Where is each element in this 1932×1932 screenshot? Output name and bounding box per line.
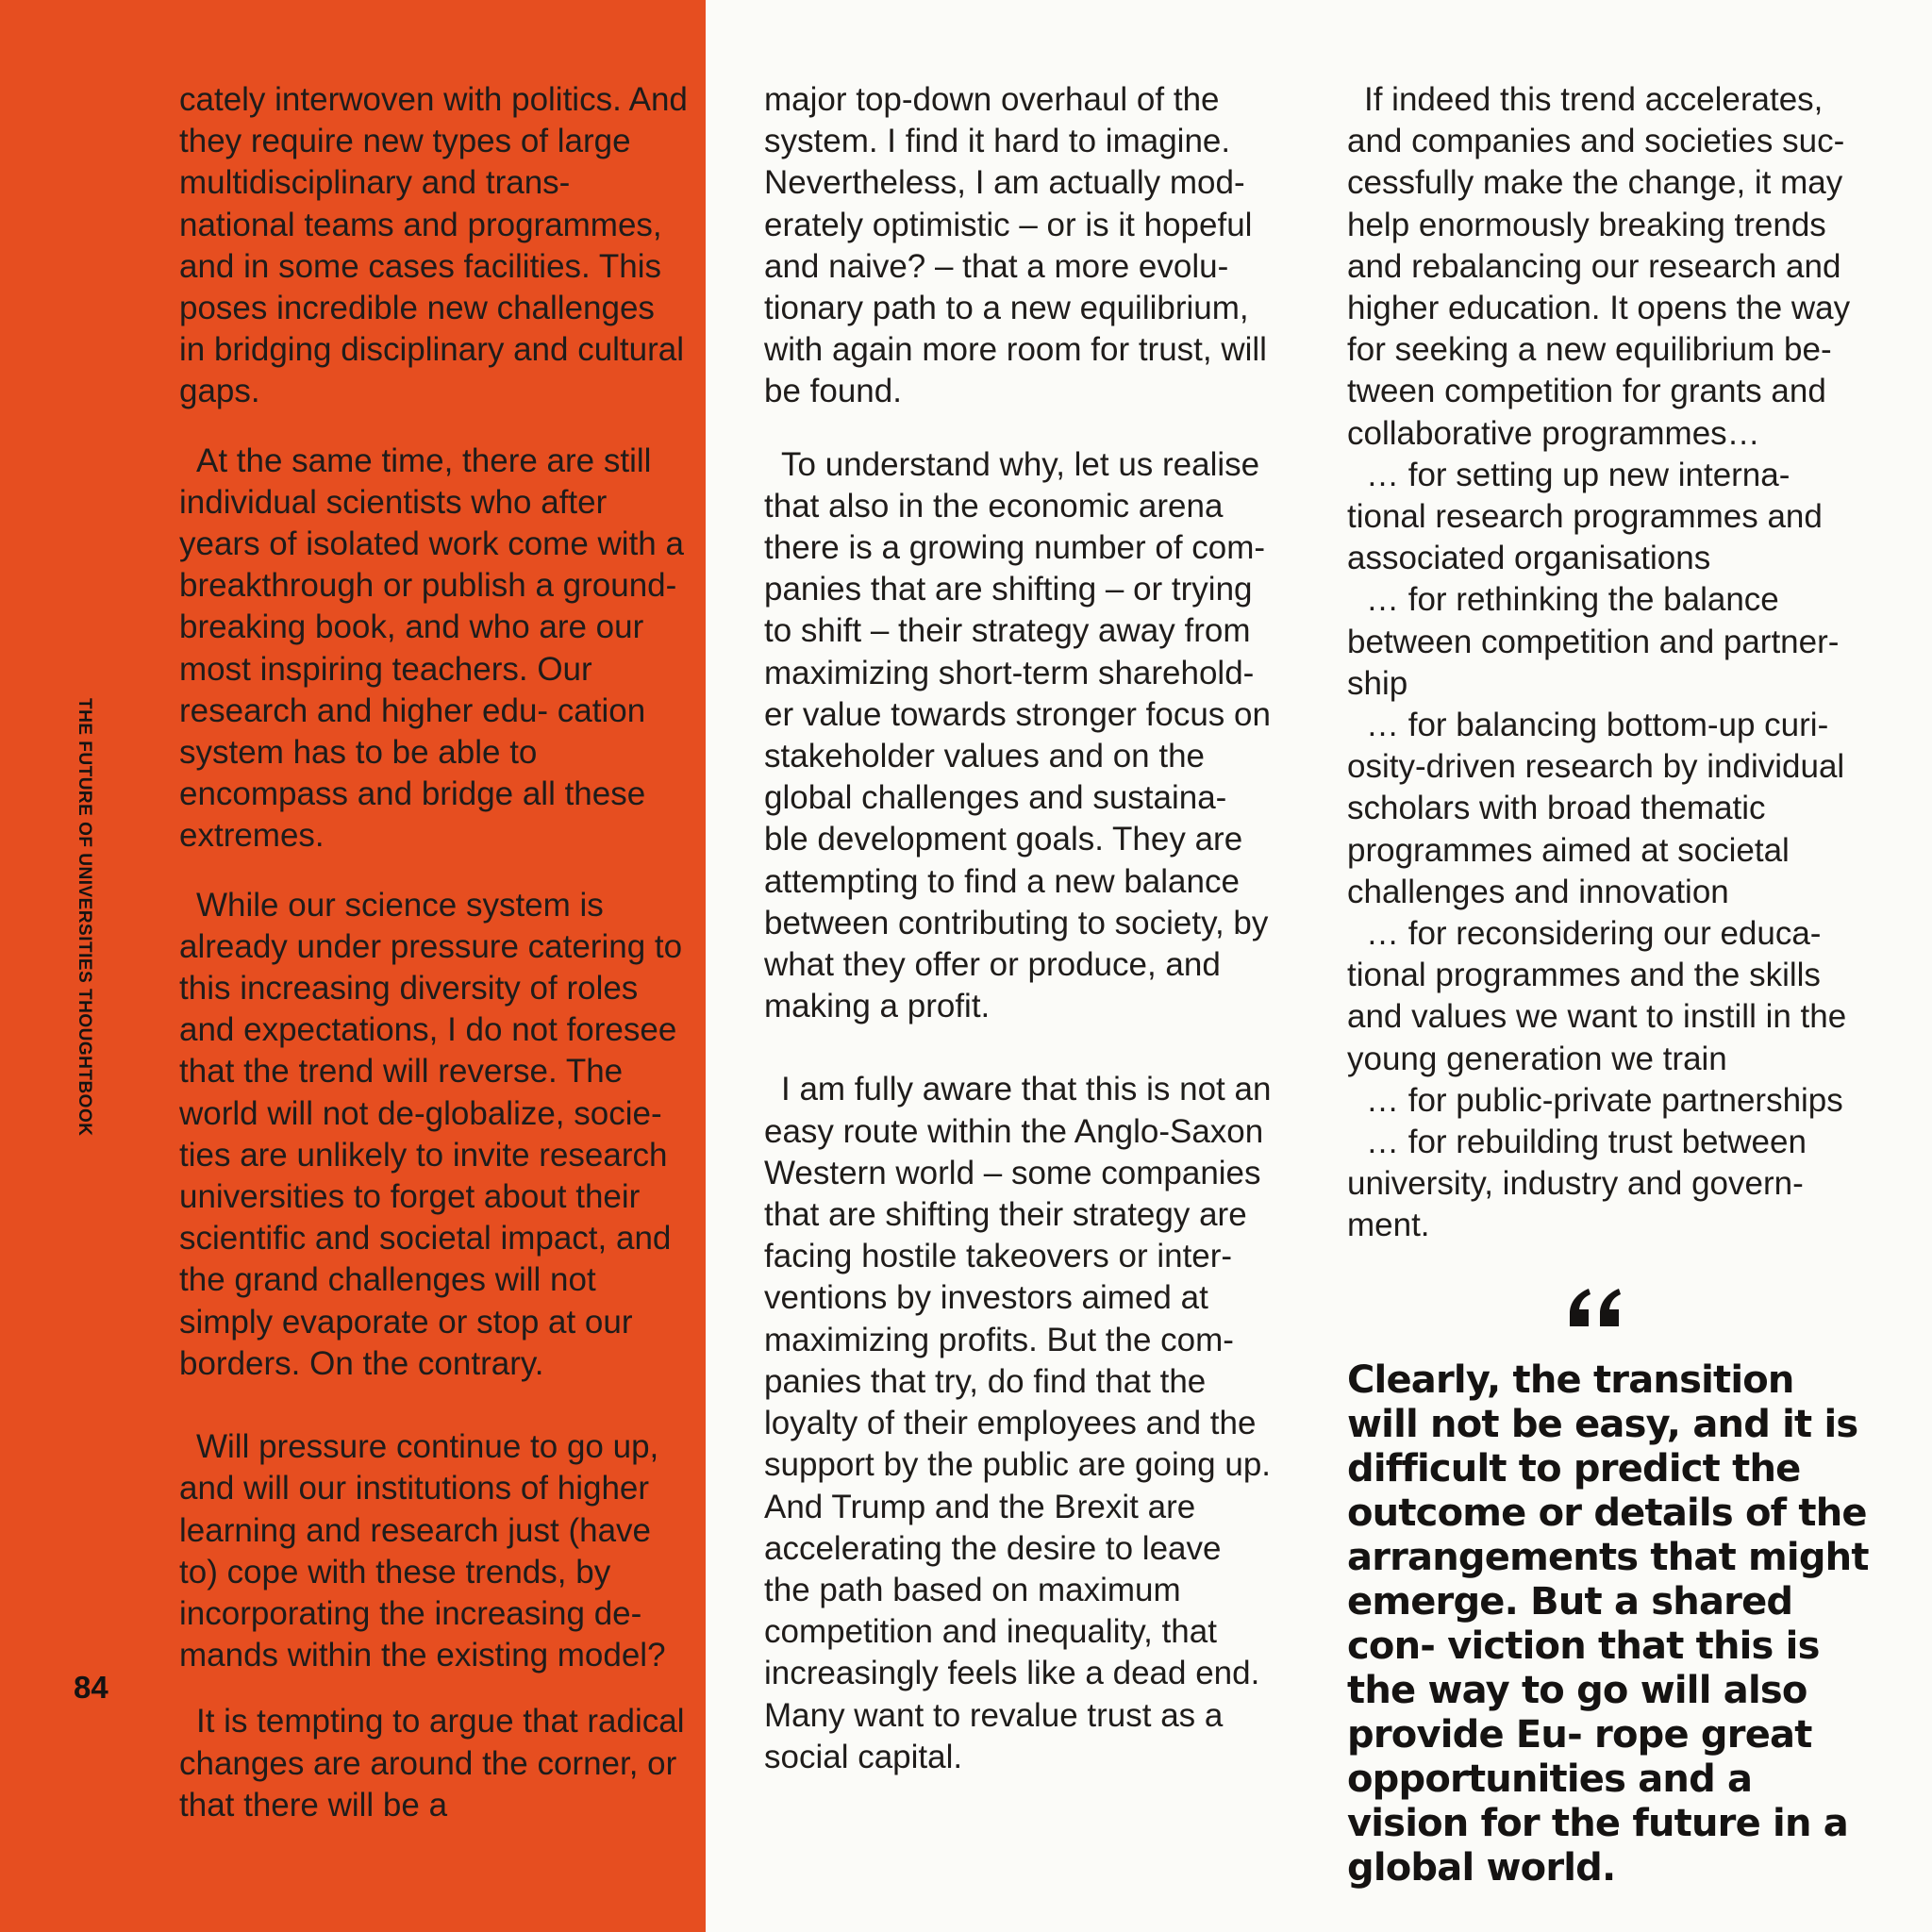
list-item: … for balancing bottom-up curi- osity-driven research by individual scholars with broad thematic programmes aimed at societal challenges and innovation: [1347, 707, 1845, 910]
paragraph: It is tempting to argue that radical changes are around the corner, or that there will be a: [179, 1703, 685, 1824]
paragraph: Will pressure continue to go up, and will our institutions of higher learning and research just (have to) cope with these trends, by incorporating the increasing de- mands within the existing model?: [179, 1428, 666, 1674]
text-column-3: [1347, 79, 1875, 1247]
paragraph: major top-down overhaul of the system. I find it hard to imagine. Nevertheless, I am actually mod- erately optimistic – or is it hopeful and naive? – that a more evolu- tionary path to a new equilibrium, with again more room for trust, will be found.: [764, 81, 1267, 410]
paragraph: cately interwoven with politics. And they require new types of large multidisciplinary and trans- national teams and programmes, and in some cases facilities. This poses incredible new challenges in bridging disciplinary and cultural gaps.: [179, 81, 688, 410]
running-title: THE FUTURE OF UNIVERSITIES THOUGHTBOOK: [75, 698, 94, 1137]
paragraph: I am fully aware that this is not an easy route within the Anglo-Saxon Western world – some companies that are shifting their strategy are facing hostile takeovers or inter- ventions by investors aimed at maximizing profits. But the com- panies that try, do find that the loyalty of their employees and the support by the public are going up. And Trump and the Brexit are accelerating the desire to leave the path based on maximum competition and inequality, that increasingly feels like a dead end. Many want to revalue trust as a social capital.: [764, 1071, 1272, 1775]
text-column-2: [764, 79, 1274, 1778]
paragraph: While our science system is already under pressure catering to this increasing diversity of roles and expectations, I do not foresee that the trend will reverse. The world will not de-globalize, socie- ties are unlikely to invite research universities to forget about their scientific and societal impact, and the grand challenges will not simply evaporate or stop at our borders. On the contrary.: [179, 886, 683, 1382]
list-item: … for rebuilding trust between university, industry and govern- ment.: [1347, 1124, 1807, 1244]
paragraph: At the same time, there are still individual scientists who after years of isolated work come with a breakthrough or publish a ground-breaking book, and who are our most inspiring teachers. Our research and higher edu- cation system has to be able to encompass and bridge all these extremes.: [179, 441, 684, 855]
list-item: … for reconsidering our educa- tional programmes and the skills and values we want to instill in the young generation we train: [1347, 915, 1847, 1077]
pull-quote: Clearly, the transition will not be easy, and it is difficult to predict the outcome or details of the arrangements that might emerge. But a shared con- viction that this is the way to go will also provide Eu- rope great opportunities and a vision for the future in a global world.: [1347, 1358, 1869, 1890]
text-column-1: [179, 79, 689, 1826]
quote-open-icon: [1566, 1285, 1623, 1328]
page-number: 84: [74, 1670, 108, 1705]
paragraph: If indeed this trend accelerates, and companies and societies suc- cessfully make the change, it may help enormously breaking trends and rebalancing our research and higher education. It opens the way for seeking a new equilibrium be- tween competition for grants and collaborative programmes…: [1347, 81, 1851, 452]
list-item: … for public-private partnerships: [1366, 1081, 1843, 1119]
paragraph: To understand why, let us realise that also in the economic arena there is a growing number of com- panies that are shifting – or trying to shift – their strategy away from maximizing short-term sharehold- er value towards stronger focus on stakeholder values and on the global challenges and sustaina- ble development goals. They are attempting to find a new balance between contributing to society, by what they offer or produce, and making a profit.: [764, 445, 1271, 1025]
list-item: … for rethinking the balance between competition and partner- ship: [1347, 581, 1840, 702]
list-item: … for setting up new interna- tional research programmes and associated organisations: [1347, 456, 1823, 577]
